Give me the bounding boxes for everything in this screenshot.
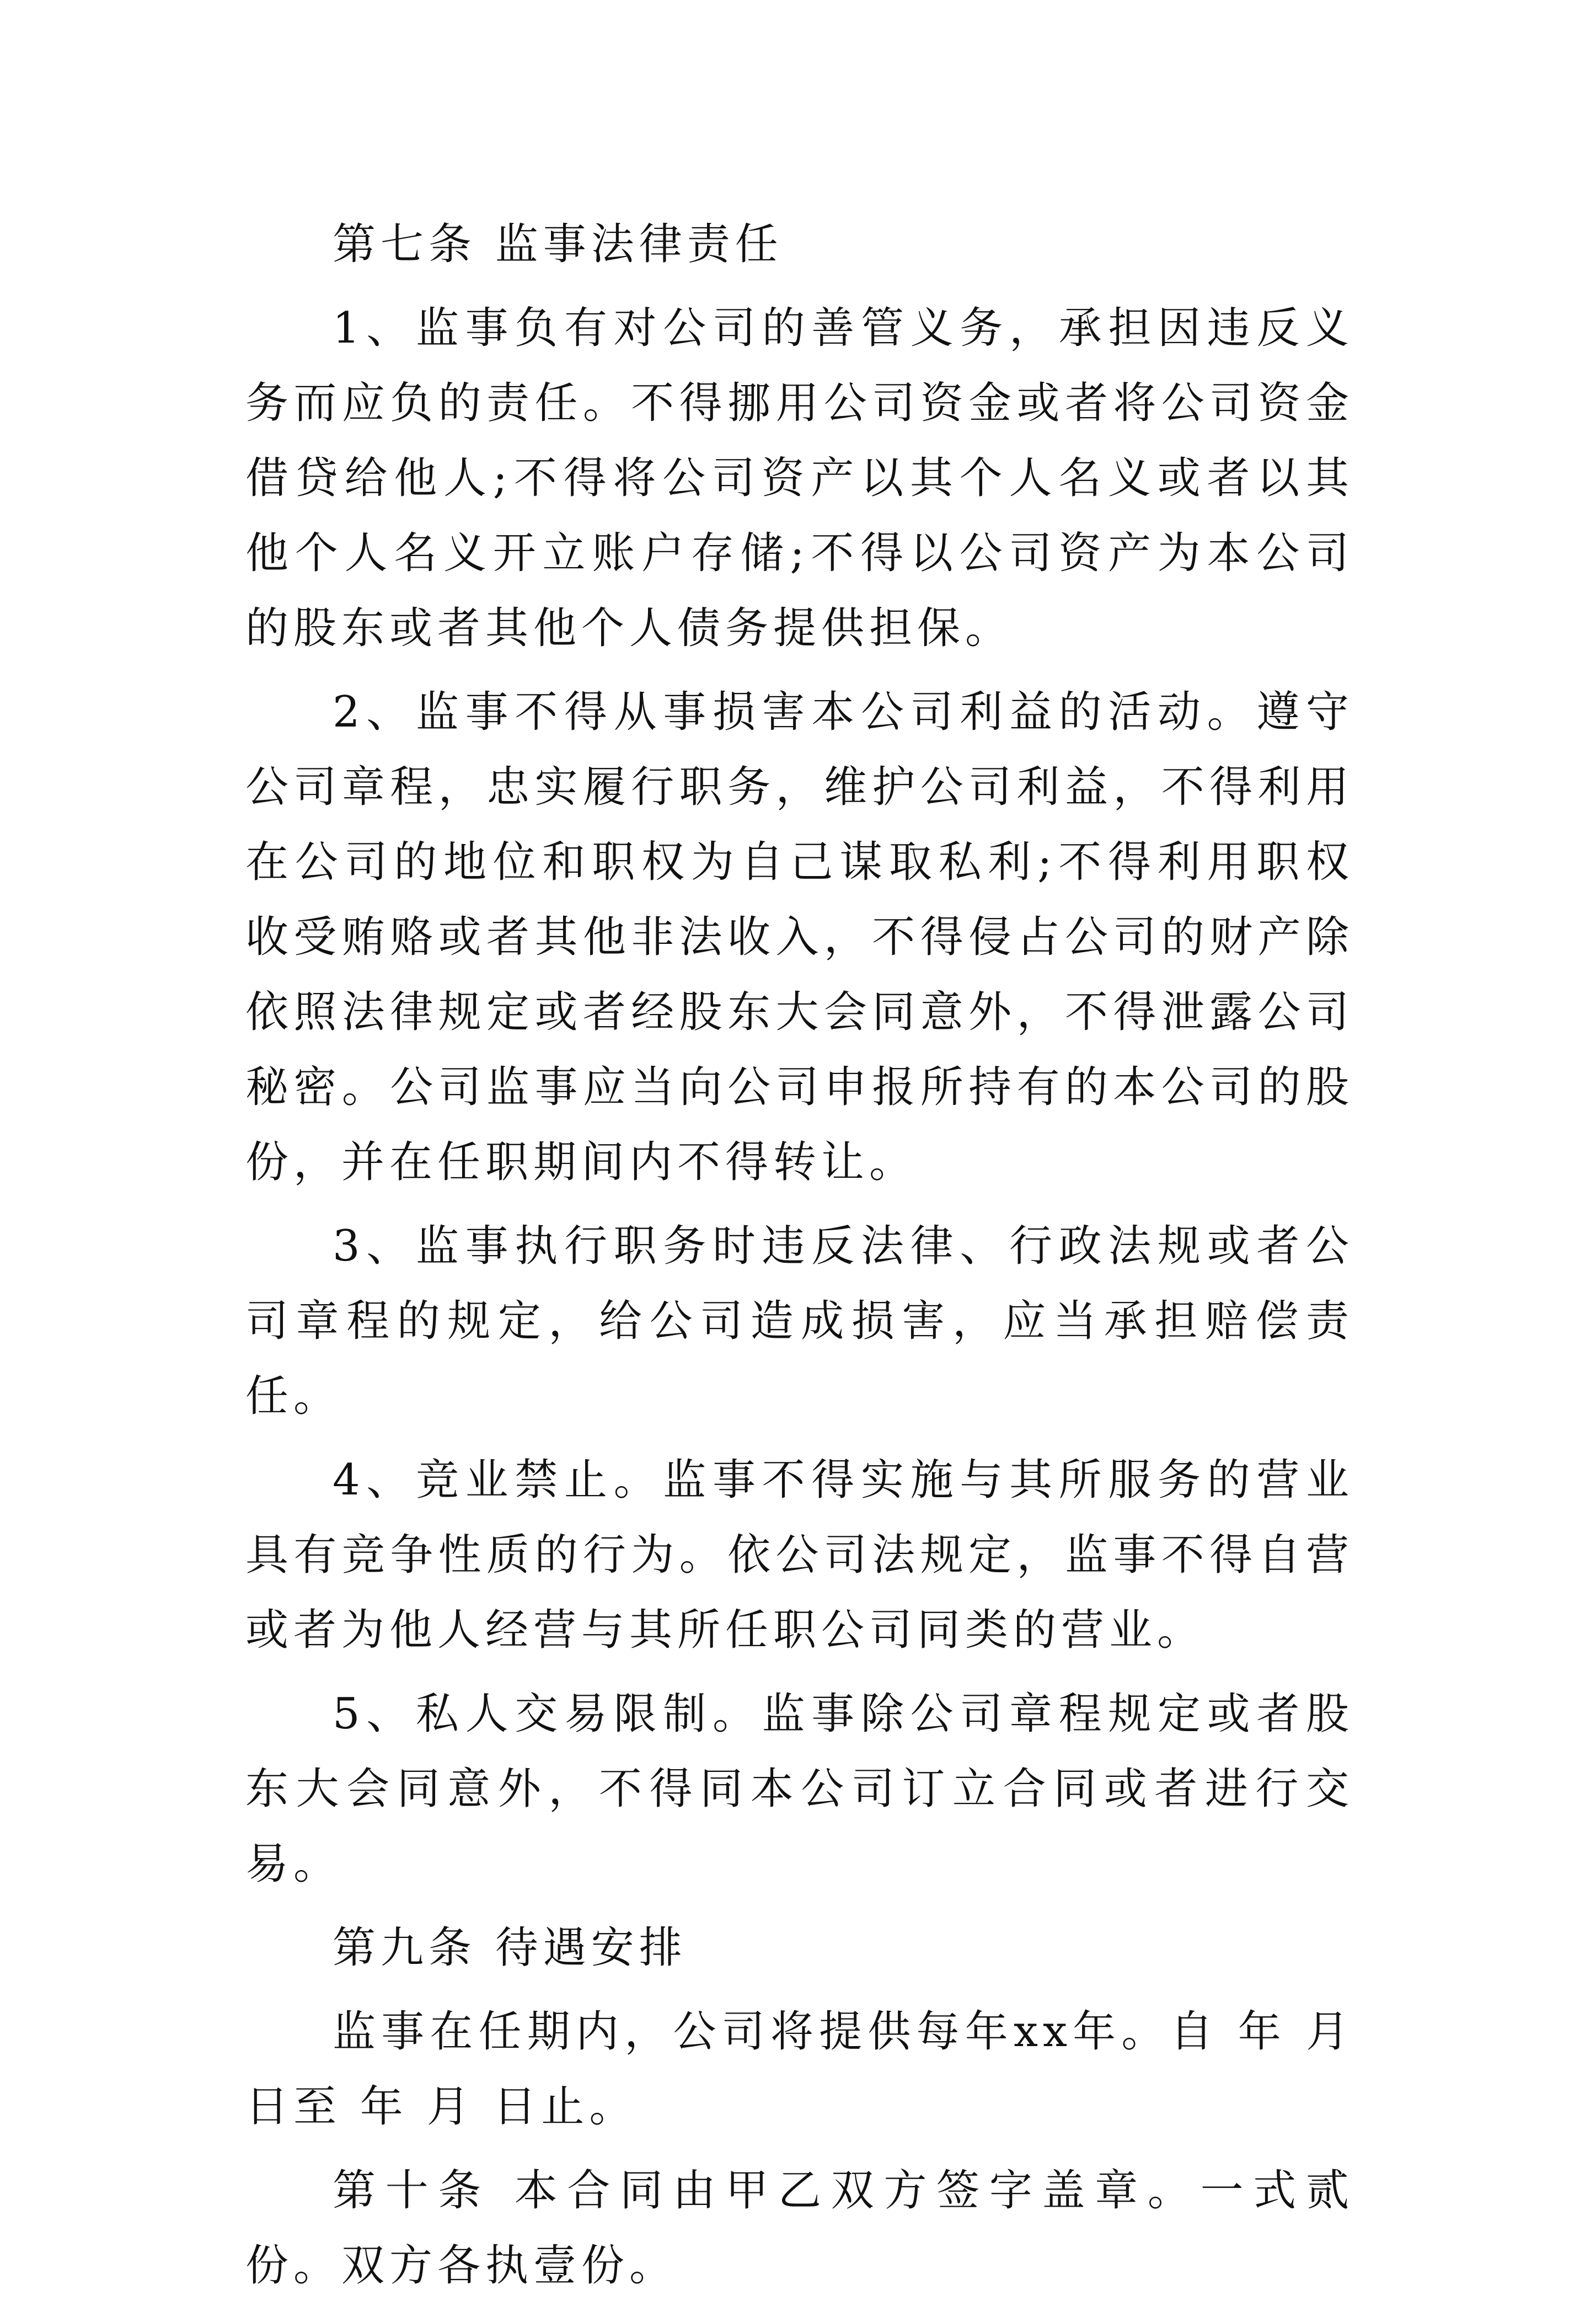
article-10-body: 第十条 本合同由甲乙双方签字盖章。一式贰份。双方各执壹份。 xyxy=(245,2166,1354,2290)
document-body xyxy=(245,207,1354,2312)
article-9-heading: 第九条 待遇安排 xyxy=(333,1923,687,1973)
article-9-body: 监事在任期内，公司将提供每年xx年。自 年 月 日至 年 月 日止。 xyxy=(245,2007,1354,2132)
article-7-item-3: 3、监事执行职务时违反法律、行政法规或者公司章程的规定，给公司造成损害，应当承担赔偿责任。 xyxy=(245,1221,1354,1421)
article-7-item-5: 5、私人交易限制。监事除公司章程规定或者股东大会同意外，不得同本公司订立合同或者进行交易。 xyxy=(245,1689,1354,1889)
article-7-heading: 第七条 监事法律责任 xyxy=(333,220,783,269)
article-7-item-2: 2、监事不得从事损害本公司利益的活动。遵守公司章程，忠实履行职务，维护公司利益，不得利用在公司的地位和职权为自己谋取私利;不得利用职权收受贿赂或者其他非法收入，不得侵占公司的财产除依照法律规定或者经股东大会同意外，不得泄露公司秘密。公司监事应当向公司申报所持有的本公司的股份，并在任职期间内不得转让。 xyxy=(245,687,1354,1187)
article-7-item-1: 1、监事负有对公司的善管义务，承担因违反义务而应负的责任。不得挪用公司资金或者将公司资金借贷给他人;不得将公司资产以其个人名义或者以其他个人名义开立账户存储;不得以公司资产为本公司的股东或者其他个人债务提供担保。 xyxy=(245,303,1354,653)
article-7-item-4: 4、竞业禁止。监事不得实施与其所服务的营业具有竞争性质的行为。依公司法规定，监事不得自营或者为他人经营与其所任职公司同类的营业。 xyxy=(245,1455,1354,1655)
